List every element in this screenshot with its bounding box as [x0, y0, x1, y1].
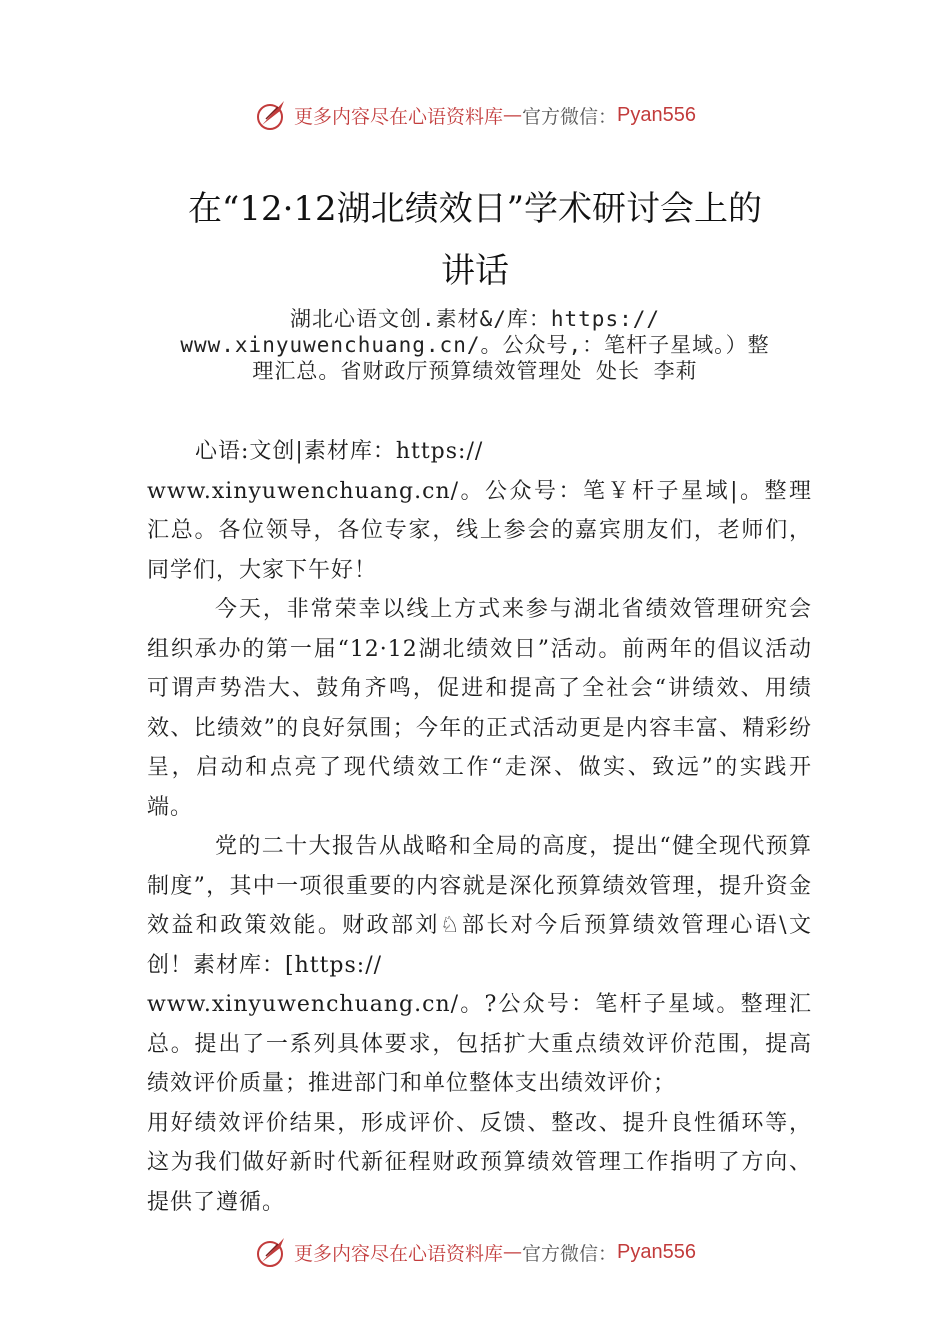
paragraph-1: www.xinyuwenchuang.cn/。公众号：笔￥杆子星域|。整理汇总。各位领导，各位专家，线上参会的嘉宾朋友们，老师们， 同学们，大家下午好！: [147, 478, 812, 583]
banner-text: 更多内容尽在心语资料库: [294, 105, 504, 128]
title-line-1: 在“12·12湖北绩效日”学术研讨会上的: [187, 189, 763, 229]
paragraph-2: 今天，非常荣幸以线上方式来参与湖北省绩效管理研究会组织承办的第一届“12·12湖北绩效日”活动。前两年的倡议活动可谓声势浩大、鼓角齐鸣，促进和提高了全社会“讲绩效、用绩效、比绩效”的良好氛围；今年的正式活动更是内容丰富、精彩纷呈，启动和点亮了现代绩效工作“走深、做实、致远”的实践开端。: [147, 597, 812, 820]
paragraph-3a: 党的二十大报告从战略和全局的高度，提出“健全现代预算制度”，其中一项很重要的内容就是深化预算绩效管理，提升资金效益和政策效能。财政部刘♘部长对今后预算绩效管理心语\文创！素材库：[https://: [147, 834, 812, 978]
subtitle-line-1: 湖北心语文创.素材&/库：https://: [289, 307, 661, 331]
banner-separator: —: [503, 1241, 523, 1263]
banner-separator: —: [503, 104, 523, 126]
header-banner: [0, 95, 950, 135]
title-line-2: 讲话: [441, 251, 509, 291]
document-subtitle: [140, 306, 810, 384]
quill-logo-icon: [254, 97, 290, 133]
banner-handle: Pyan556: [617, 1240, 696, 1263]
paragraph-3b: www.xinyuwenchuang.cn/。?公众号：笔杆子星域。整理汇总。提出了一系列具体要求，包括扩大重点绩效评价范围，提高绩效评价质量；推进部门和单位整体支出绩效评价；: [147, 992, 812, 1096]
banner-weixin-label: 官方微信：: [522, 105, 618, 128]
banner-text: 更多内容尽在心语资料库: [294, 1242, 504, 1265]
footer-banner: [0, 1232, 950, 1272]
subtitle-line-2: www.xinyuwenchuang.cn/。公众号,：笔杆子星域。）整: [180, 333, 770, 357]
banner-weixin-label: 官方微信：: [522, 1242, 618, 1265]
banner-handle: Pyan556: [617, 103, 696, 126]
paragraph-3c: 用好绩效评价结果，形成评价、反馈、整改、提升良性循环等，这为我们做好新时代新征程财政预算绩效管理工作指明了方向、提供了遵循。: [147, 1110, 812, 1215]
paragraph-1-lead: 心语:文创|素材库：https://: [195, 439, 484, 464]
document-title: [60, 178, 890, 302]
subtitle-line-3: 理汇总。省财政厅预算绩效管理处 处长 李莉: [252, 359, 698, 383]
document-body: [147, 432, 812, 1222]
quill-logo-icon: [254, 1234, 290, 1270]
